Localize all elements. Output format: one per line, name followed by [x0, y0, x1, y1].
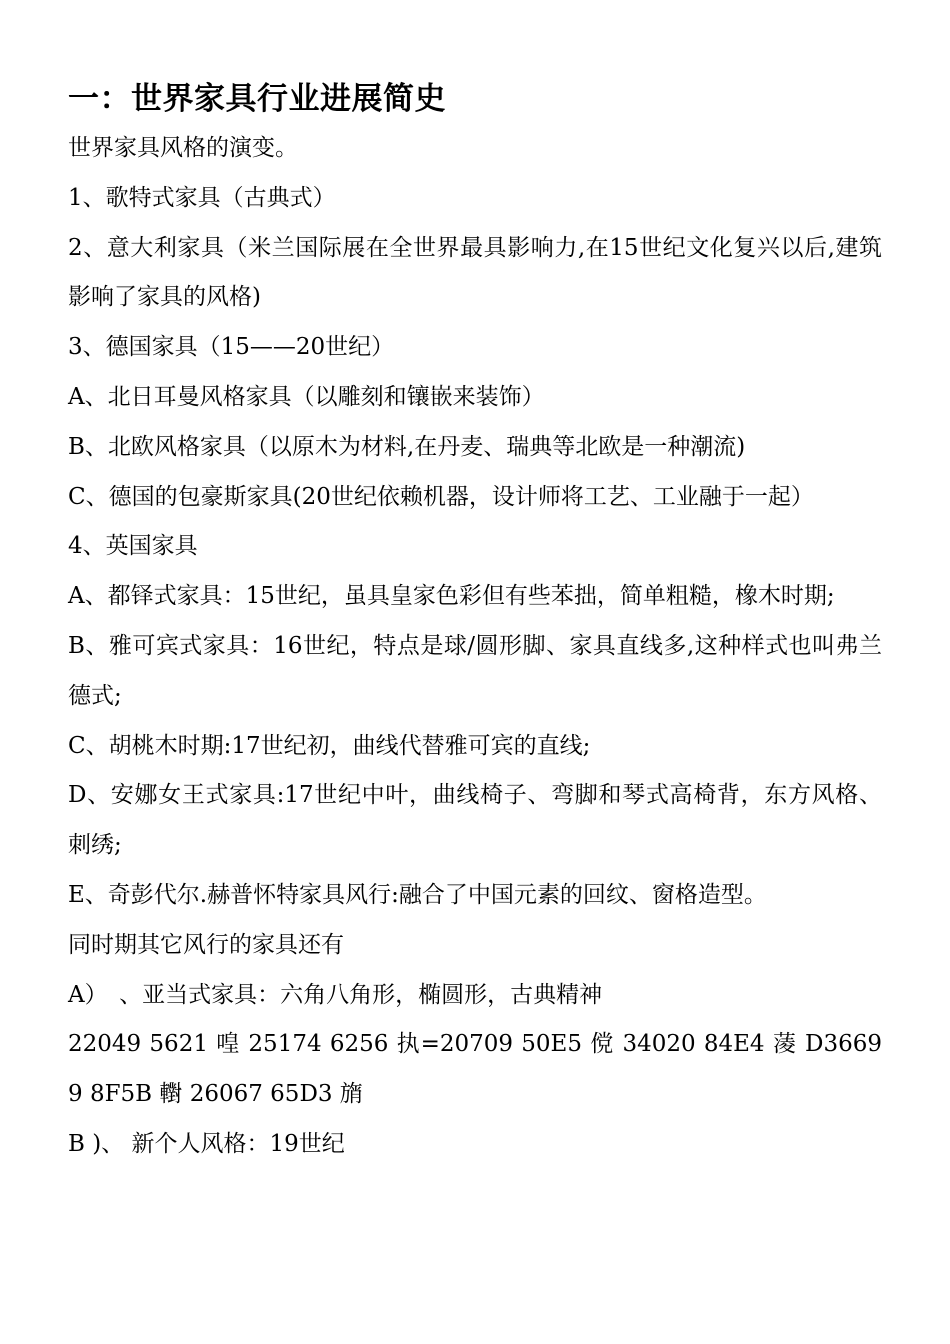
- paragraph-codes: 22049 5621 喤 25174 6256 执=20709 50E5 傥 34020 84E4 蓤 D36699 8F5B 轛 26067 65D3 旓: [68, 1031, 882, 1108]
- paragraph-new-personal: B )、 新个人风格：19世纪: [68, 1130, 345, 1157]
- paragraph-italian: 2、意大利家具（米兰国际展在全世界最具影响力,在15世纪文化复兴以后,建筑影响了家具的风格): [68, 234, 882, 311]
- paragraph-english-d: D、安娜女王式家具:17世纪中叶，曲线椅子、弯脚和琴式高椅背，东方风格、刺绣;: [68, 782, 882, 859]
- paragraph-german-b: B、北欧风格家具（以原木为材料,在丹麦、瑞典等北欧是一种潮流): [68, 433, 746, 460]
- paragraph-contemporary: 同时期其它风行的家具还有: [68, 931, 344, 958]
- paragraph-english-a: A、都铎式家具：15世纪，虽具皇家色彩但有些苯拙，简单粗糙，橡木时期;: [68, 583, 835, 610]
- paragraph-english-b: B、雅可宾式家具：16世纪，特点是球/圆形脚、家具直线多,这种样式也叫弗兰德式;: [68, 632, 882, 709]
- paragraph-german-a: A、北日耳曼风格家具（以雕刻和镶嵌来装饰）: [68, 383, 545, 410]
- paragraph-english-c: C、胡桃木时期:17世纪初，曲线代替雅可宾的直线;: [68, 732, 591, 759]
- document-page: [68, 74, 882, 1170]
- paragraph-english: 4、英国家具: [68, 533, 198, 560]
- document-title: 一：世界家具行业进展简史: [68, 81, 446, 117]
- paragraph-german-c: C、德国的包豪斯家具(20世纪依赖机器，设计师将工艺、工业融于一起）: [68, 483, 814, 510]
- paragraph-gothic: 1、歌特式家具（古典式）: [68, 184, 336, 211]
- paragraph-german: 3、德国家具（15——20世纪）: [68, 334, 395, 361]
- paragraph-intro: 世界家具风格的演变。: [68, 135, 298, 161]
- paragraph-adam: A） 、亚当式家具：六角八角形，椭圆形，古典精神: [68, 981, 603, 1008]
- paragraph-english-e: E、奇彭代尔.赫普怀特家具风行:融合了中国元素的回纹、窗格造型。: [68, 881, 767, 908]
